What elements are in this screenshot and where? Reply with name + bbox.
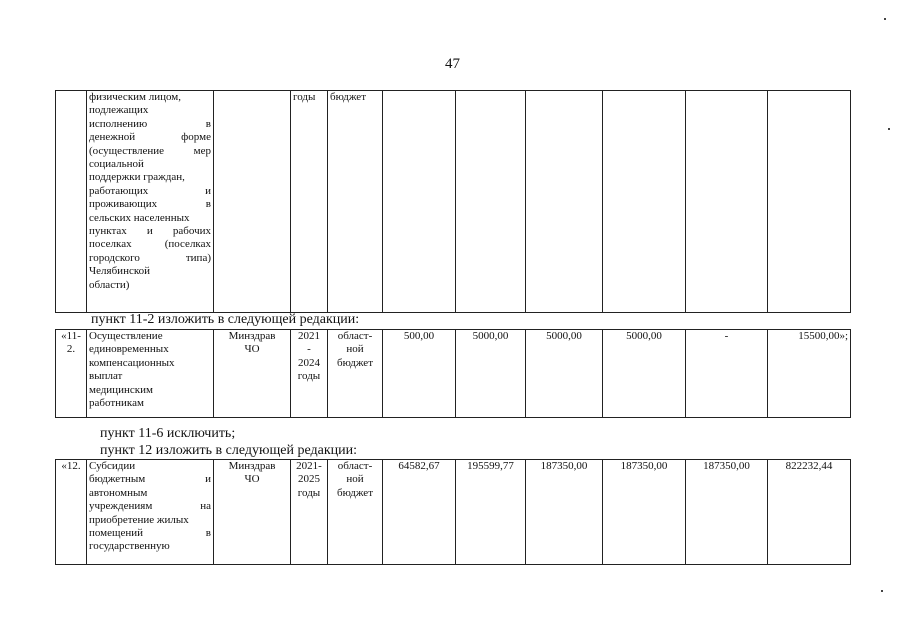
cell-value: 5000,00 [526,330,603,418]
description-line: медицинским [89,383,153,396]
cell-total: 15500,00»; [768,330,851,418]
cell-value [456,91,526,313]
description-line: поселках (поселках [89,238,211,251]
table-12 [55,459,851,565]
cell-value: 5000,00 [603,330,686,418]
description-line: Осуществление [89,330,163,342]
description-line: пунктах и рабочих [89,225,211,238]
description-line: социальной [89,158,144,171]
description-lines [89,91,211,292]
heading-12: пункт 12 изложить в следующей редакции: [100,443,357,458]
cell-executor [214,91,291,313]
description-line: области) [89,278,130,291]
cell-value: 187350,00 [603,460,686,565]
description-line: городского типа) [89,251,211,264]
description-line: подлежащих [89,104,149,117]
description-line: сельских населенных [89,211,190,224]
description-line: денежной форме [89,131,211,144]
scan-speck [888,128,890,130]
cell-description [87,460,214,565]
years-line: 2025 [298,473,320,486]
years-line: 2024 [298,356,320,369]
description-line: (осуществление мер [89,144,211,157]
description-line: единовременных [89,343,169,356]
years-line: - [307,343,311,356]
cell-value [686,91,768,313]
cell-value: 64582,67 [383,460,456,565]
source-line: област- [337,460,373,472]
description-lines [89,460,211,554]
description-line: поддержки граждан, [89,171,185,184]
description-line: бюджетным и [89,473,211,486]
cell-description [87,91,214,313]
cell-value: - [686,330,768,418]
description-line: автономным [89,486,148,499]
description-line: компенсационных [89,356,175,369]
cell-value [768,91,851,313]
cell-source [328,460,383,565]
executor-line: Минздрав [228,330,276,342]
description-line: выплат [89,370,123,383]
source-line: бюджет [337,356,373,369]
cell-value: 5000,00 [456,330,526,418]
cell-years: годы [291,91,328,313]
description-line: физическим лицом, [89,91,182,103]
description-lines [89,330,211,410]
description-line: приобретение жилых [89,513,189,526]
cell-num: «12. [56,460,87,565]
source-line: ной [346,343,364,356]
description-line: Челябинской [89,265,151,278]
cell-value: 195599,77 [456,460,526,565]
cell-value [526,91,603,313]
description-line: учреждениям на [89,500,211,513]
cell-total: 822232,44 [768,460,851,565]
table-continuation [55,90,851,313]
description-line: работникам [89,397,144,410]
cell-executor [214,330,291,418]
heading-11-6: пункт 11-6 исключить; [100,426,236,441]
executor-line: ЧО [244,343,260,356]
cell-value: 187350,00 [686,460,768,565]
scan-speck [884,18,886,20]
cell-years [291,330,328,418]
cell-num: «11-2. [56,330,87,418]
cell-value: 500,00 [383,330,456,418]
description-line: Субсидии [89,460,136,472]
description-line: помещений в [89,527,211,540]
table-11-2 [55,329,851,418]
description-line: исполнению в [89,117,211,130]
cell-value: 187350,00 [526,460,603,565]
cell-source: бюджет [328,91,383,313]
description-line: государственную [89,540,170,553]
source-line: ной [346,473,364,486]
page-number: 47 [445,56,460,72]
cell-executor [214,460,291,565]
description-line: проживающих в [89,198,211,211]
years-line: 2021 [298,330,320,342]
cell-years [291,460,328,565]
years-line: годы [297,486,321,499]
source-line: област- [337,330,373,342]
cell-description [87,330,214,418]
scan-speck [881,590,883,592]
years-line: 2021- [296,460,322,472]
heading-11-2: пункт 11-2 изложить в следующей редакции: [91,312,360,327]
years-line: годы [297,370,321,383]
description-line: работающих и [89,184,211,197]
cell-source [328,330,383,418]
executor-line: ЧО [244,473,260,486]
source-line: бюджет [337,486,373,499]
cell-num [56,91,87,313]
executor-line: Минздрав [228,460,276,472]
cell-value [383,91,456,313]
cell-value [603,91,686,313]
